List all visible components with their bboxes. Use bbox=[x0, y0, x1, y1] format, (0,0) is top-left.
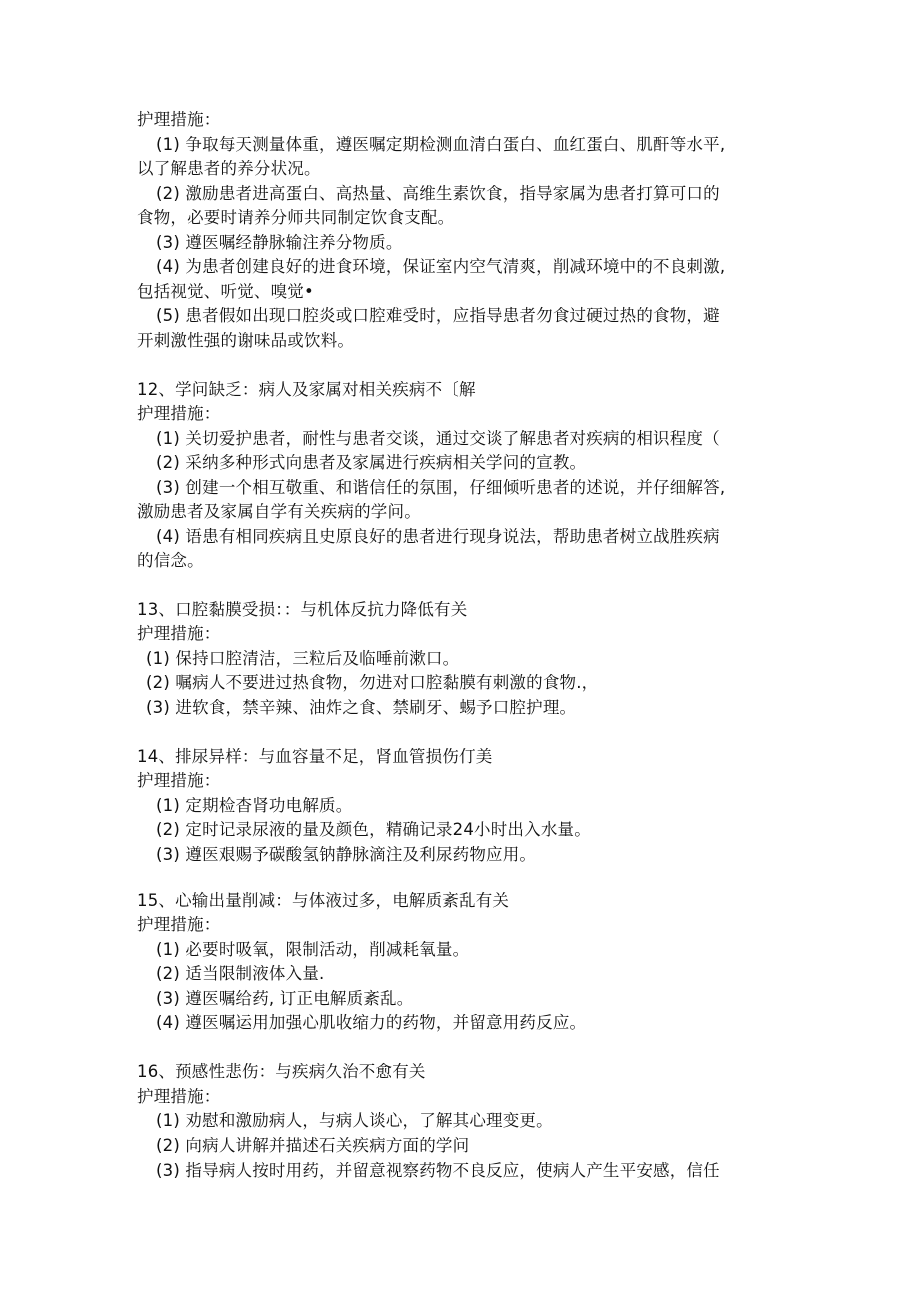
measure-item: (4) 为患者创建良好的进食环境，保证室内空气清爽，削减环境中的不良刺激, bbox=[156, 257, 726, 276]
measure-item: (1) 劝慰和激励病人，与病人谈心，了解其心理变更。 bbox=[156, 1111, 553, 1130]
section-heading: 12、学问缺乏：病人及家属对相关疾病不〔解 bbox=[137, 380, 476, 399]
item-continuation: 开刺激性强的谢味品或饮料。 bbox=[137, 331, 355, 350]
measure-item: (3) 指导病人按时用药，并留意视察药物不良反应，使病人产生平安感，信任 bbox=[156, 1161, 720, 1180]
measure-item: (3) 遵医艰赐予碳酸氢钠静脉滴注及利尿药物应用。 bbox=[156, 845, 537, 864]
section-heading: 15、心输出量削减：与体液过多，电解质紊乱有关 bbox=[137, 891, 510, 910]
measure-item: (1) 必要时吸氧，限制活动，削减耗氧量。 bbox=[156, 940, 470, 959]
measure-item: (3) 进软食，禁辛辣、油炸之食、禁刷牙、蜴予口腔护理。 bbox=[146, 698, 577, 717]
item-continuation: 的信念。 bbox=[137, 551, 204, 570]
measures-label: 护理措施： bbox=[137, 915, 221, 934]
measures-label: 护理措施： bbox=[137, 1087, 221, 1106]
measures-label: 护理措施： bbox=[137, 404, 221, 423]
measures-label: 护理措施： bbox=[137, 771, 221, 790]
measures-label: 护理措施： bbox=[137, 110, 221, 129]
section-heading: 13、口腔黏膜受损：：与机体反抗力降低有关 bbox=[137, 600, 468, 619]
item-continuation: 以了解患者的养分状况。 bbox=[137, 159, 321, 178]
section-heading: 16、预感性悲伤：与疾病久治不愈有关 bbox=[137, 1062, 426, 1081]
measures-label: 护理措施： bbox=[137, 624, 221, 643]
measure-item: (3) 遵医嘱给药, 订正电解质紊乱。 bbox=[156, 989, 414, 1008]
measure-item: (2) 嘱病人不要进过热食物，勿进对口腔黏膜有刺激的食物.， bbox=[146, 673, 599, 692]
section-heading: 14、排尿异样：与血容量不足，肾血管损伤仃美 bbox=[137, 747, 493, 766]
measure-item: (5) 患者假如出现口腔炎或口腔难受时，应指导患者勿食过硬过热的食物，避 bbox=[156, 306, 720, 325]
item-continuation: 食物，必要时请养分师共同制定饮食支配。 bbox=[137, 208, 455, 227]
measure-item: (4) 语患有相同疾病且史原良好的患者进行现身说法，帮助患者树立战胜疾病 bbox=[156, 527, 720, 546]
measure-item: (1) 定期检杳肾功电解质。 bbox=[156, 796, 353, 815]
measure-item: (1) 关切爱护患者，耐性与患者交谈，通过交谈了解患者对疾病的相识程度（ bbox=[156, 429, 720, 448]
item-continuation: 激励患者及家属自学有关疾病的学问。 bbox=[137, 502, 421, 521]
measure-item: (1) 争取每天测量体重，遵医嘱定期检测血清白蛋白、血红蛋白、肌酐等水平, bbox=[156, 135, 726, 154]
measure-item: (3) 创建一个相互敬重、和谐信任的氛围，仔细倾听患者的述说，并仔细解答, bbox=[156, 478, 726, 497]
measure-item: (2) 定时记录尿液的量及颜色，精确记录24小时出入水量。 bbox=[156, 820, 591, 839]
measure-item: (4) 遵医嘱运用加强心肌收缩力的药物，并留意用药反应。 bbox=[156, 1013, 587, 1032]
measure-item: (1) 保持口腔清洁，三粒后及临唾前漱口。 bbox=[146, 649, 460, 668]
measure-item: (2) 激励患者进高蛋白、高热量、高维生素饮食，指导家属为患者打算可口的 bbox=[156, 184, 720, 203]
measure-item: (2) 采纳多种形式向患者及家属进行疾病相关学问的宣教。 bbox=[156, 453, 587, 472]
item-continuation: 包括视觉、听觉、嗅觉• bbox=[137, 282, 314, 301]
measure-item: (2) 向病人讲解并描述石关疾病方面的学问 bbox=[156, 1136, 470, 1155]
measure-item: (3) 遵医嘱经静脉输注养分物质。 bbox=[156, 233, 403, 252]
measure-item: (2) 适当限制液体入量. bbox=[156, 964, 325, 983]
